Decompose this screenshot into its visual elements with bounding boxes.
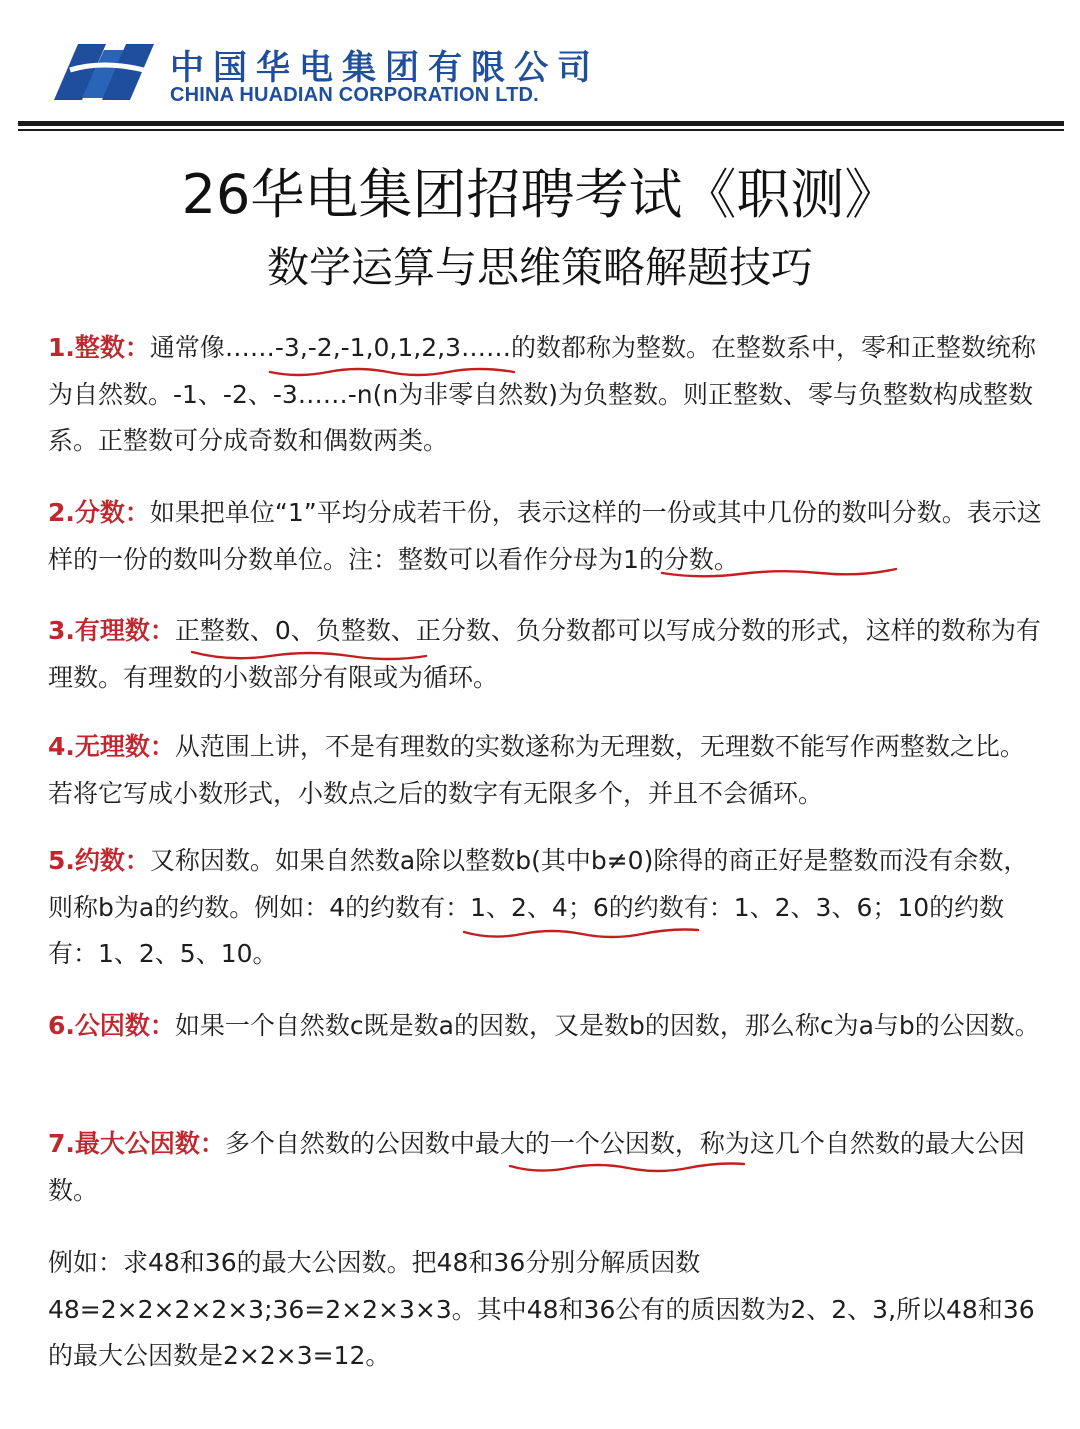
page-subtitle: 数学运算与思维策略解题技巧 <box>266 243 813 292</box>
company-name-en: CHINA HUADIAN CORPORATION LTD. <box>170 84 539 106</box>
section-text: 从范围上讲，不是有理数的实数遂称为无理数，无理数不能写作两整数之比。若将它写成小数形式，小数点之后的数字有无限多个，并且不会循环。 <box>48 732 1025 808</box>
section-label: 3.有理数： <box>48 616 175 645</box>
section-label: 4.无理数： <box>48 732 175 761</box>
squiggle-underline-icon <box>268 366 518 380</box>
squiggle-underline-icon <box>190 648 430 664</box>
header <box>0 0 1080 140</box>
header-divider-thin <box>18 129 1064 131</box>
section-label: 6.公因数： <box>48 1011 175 1040</box>
section-integer <box>48 325 1048 465</box>
section-irrational <box>48 724 1048 817</box>
section-common-factor <box>48 1003 1048 1050</box>
section-text: 通常像……-3,-2,-1,0,1,2,3……的数都称为整数。在整数系中，零和正整数统称为自然数。-1、-2、-3……-n(n为非零自然数)为负整数。则正整数、零与负整数构成整数系。正整数可分成奇数和偶数两类。 <box>48 333 1036 455</box>
section-divisor <box>48 838 1048 978</box>
section-label: 7.最大公因数： <box>48 1129 225 1158</box>
squiggle-underline-icon <box>462 926 702 942</box>
company-name-cn: 中国华电集团有限公司 <box>170 48 600 88</box>
section-label: 1.整数： <box>48 333 150 362</box>
section-text: 如果一个自然数c既是数a的因数，又是数b的因数，那么称c为a与b的公因数。 <box>174 1011 1040 1040</box>
section-text: 又称因数。如果自然数a除以整数b(其中b≠0)除得的商正好是整数而没有余数，则称b为a的约数。例如：4的约数有：1、2、4；6的约数有：1、2、3、6；10的约数有：1、2、5、10。 <box>48 846 1029 968</box>
section-text: 如果把单位“1”平均分成若干份，表示这样的一份或其中几份的数叫分数。表示这样的一份的数叫分数单位。注：整数可以看作分母为1的分数。 <box>48 498 1042 574</box>
page-title: 26华电集团招聘考试《职测》 <box>181 163 899 226</box>
squiggle-underline-icon <box>508 1160 748 1176</box>
section-label: 2.分数： <box>48 498 150 527</box>
section-example <box>48 1240 1048 1380</box>
squiggle-underline-icon <box>660 565 900 581</box>
header-divider-thick <box>18 121 1064 126</box>
huadian-logo-icon <box>48 40 156 104</box>
section-label: 5.约数： <box>48 846 150 875</box>
section-text: 正整数、0、负整数、正分数、负分数都可以写成分数的形式，这样的数称为有理数。有理数的小数部分有限或为循环。 <box>48 616 1041 692</box>
section-text: 多个自然数的公因数中最大的一个公因数，称为这几个自然数的最大公因数。 <box>48 1129 1025 1205</box>
section-text: 例如：求48和36的最大公因数。把48和36分别分解质因数48=2×2×2×2×3;36=2×2×3×3。其中48和36公有的质因数为2、2、3,所以48和36的最大公因数是2×2×3=12。 <box>48 1248 1035 1370</box>
